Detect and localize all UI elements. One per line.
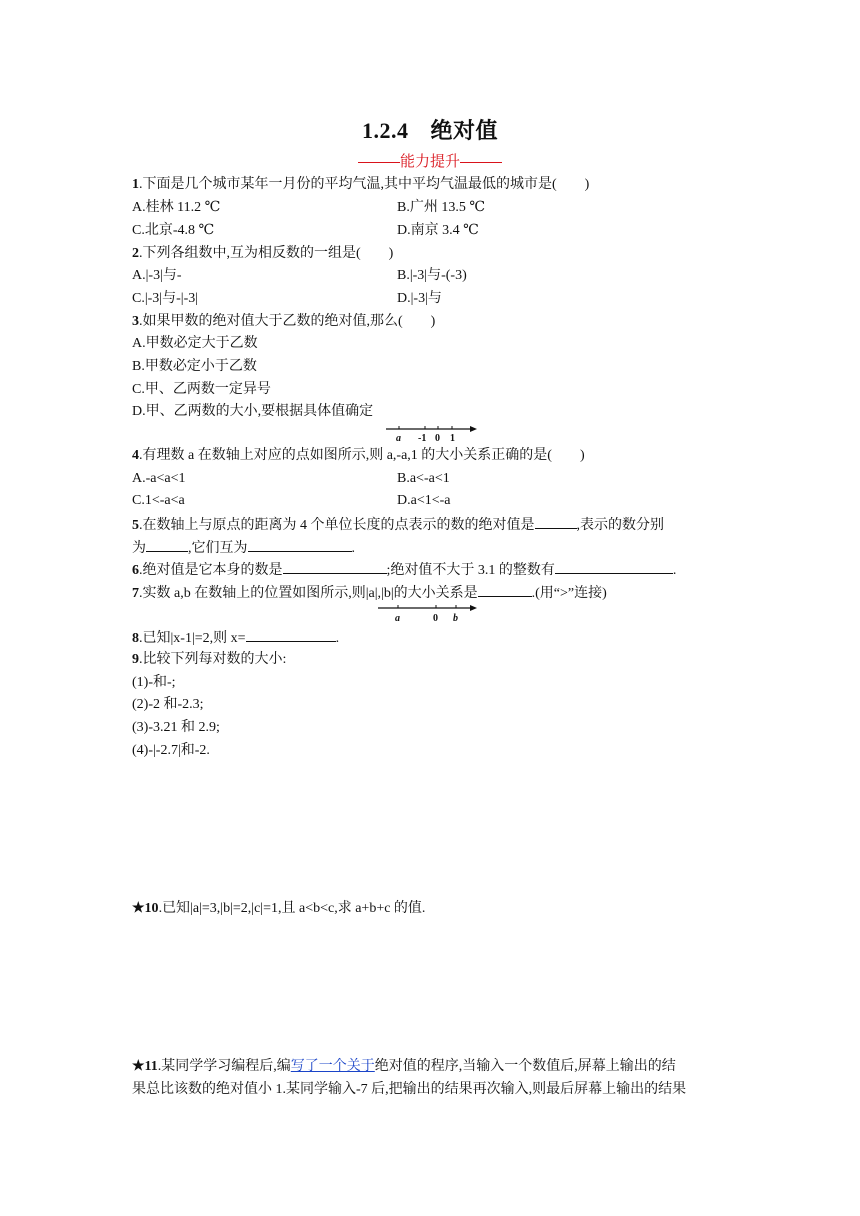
option-d: D.a<1<-a xyxy=(397,493,451,508)
tick-label-a: a xyxy=(396,433,401,444)
question-9-stem xyxy=(132,650,286,670)
number-line-1 xyxy=(384,424,480,444)
question-text: 为 xyxy=(132,541,146,556)
tick-label-0: 0 xyxy=(435,433,440,444)
option-c: C.北京-4.8 ℃ xyxy=(132,223,215,238)
inline-link[interactable]: 写了一个关于 xyxy=(290,1059,375,1074)
question-text: . xyxy=(351,541,355,556)
answer-blank[interactable] xyxy=(246,627,336,642)
axis-arrow xyxy=(470,605,477,611)
question-9-part-2: (2)-2 和-2.3; xyxy=(132,697,204,712)
question-text: .已知|x-1|=2,则 x= xyxy=(139,631,246,646)
option-c: C.甲、乙两数一定异号 xyxy=(132,382,271,397)
question-number: 5 xyxy=(132,518,139,533)
option-a: A.-a<a<1 xyxy=(132,471,186,486)
question-number: ★11 xyxy=(132,1059,158,1074)
question-number: 6 xyxy=(132,563,139,578)
section-number: 1.2.4 xyxy=(361,118,409,143)
question-2-options-row1 xyxy=(132,266,467,286)
section-heading-text: 能力提升 xyxy=(399,154,460,170)
question-8 xyxy=(132,627,339,649)
question-number: 8 xyxy=(132,631,139,646)
question-5-line-1 xyxy=(132,514,664,536)
question-text: . xyxy=(672,563,677,578)
question-1-options-row1 xyxy=(132,198,485,218)
question-text: .实数 a,b 在数轴上的位置如图所示,则|a|,|b|的大小关系是 xyxy=(139,586,478,601)
question-4-stem xyxy=(132,446,585,466)
answer-blank[interactable] xyxy=(555,559,673,574)
option-c: C.1<-a<a xyxy=(132,493,185,508)
question-text: .比较下列每对数的大小: xyxy=(139,652,287,667)
tick-label-1: 1 xyxy=(450,433,455,444)
question-text: .已知|a|=3,|b|=2,|c|=1,且 a<b<c,求 a+b+c 的值. xyxy=(158,901,426,916)
heading-rule-left xyxy=(358,162,400,163)
question-9-part-3: (3)-3.21 和 2.9; xyxy=(132,720,220,735)
question-number: 9 xyxy=(132,652,139,667)
question-1-stem xyxy=(132,175,589,195)
question-text: ,表示的数分别 xyxy=(576,518,664,533)
option-d: D.甲、乙两数的大小,要根据具体值确定 xyxy=(132,404,374,419)
question-2-stem xyxy=(132,244,393,264)
question-3-stem xyxy=(132,312,435,332)
question-9-part-1: (1)-和-; xyxy=(132,675,176,690)
option-b: B.甲数必定小于乙数 xyxy=(132,359,257,374)
question-text: 绝对值的程序,当输入一个数值后,屏幕上输出的结 xyxy=(374,1059,676,1074)
answer-blank[interactable] xyxy=(283,559,387,574)
question-number: 1 xyxy=(132,177,139,192)
question-text: .某同学学习编程后,编 xyxy=(157,1059,291,1074)
question-number: 4 xyxy=(132,448,139,463)
option-b: B.a<-a<1 xyxy=(397,471,450,486)
tick-label-0: 0 xyxy=(433,613,438,624)
question-text: .有理数 a 在数轴上对应的点如图所示,则 a,-a,1 的大小关系正确的是( ) xyxy=(139,448,585,463)
number-line-figure-2 xyxy=(376,603,480,630)
question-number: 3 xyxy=(132,314,139,329)
question-9-part-4: (4)-|-2.7|和-2. xyxy=(132,743,210,758)
answer-blank[interactable] xyxy=(535,514,577,529)
question-text: . xyxy=(335,631,340,646)
option-d: D.南京 3.4 ℃ xyxy=(397,223,479,238)
question-text: ;绝对值不大于 3.1 的整数有 xyxy=(386,563,555,578)
question-number: 2 xyxy=(132,246,139,261)
question-4-options-row1 xyxy=(132,469,450,489)
option-a: A.桂林 11.2 ℃ xyxy=(132,200,221,215)
question-4-options-row2 xyxy=(132,491,451,511)
question-text: .(用“>”连接) xyxy=(531,586,607,601)
option-a: A.|-3|与- xyxy=(132,268,182,283)
question-text: .如果甲数的绝对值大于乙数的绝对值,那么( ) xyxy=(139,314,436,329)
option-b: B.|-3|与-(-3) xyxy=(397,268,467,283)
question-5-line-2 xyxy=(132,537,355,559)
question-number: ★10 xyxy=(132,901,159,916)
question-11-line-1 xyxy=(132,1057,676,1077)
option-a: A.甲数必定大于乙数 xyxy=(132,336,258,351)
question-11-line-2: 果总比该数的绝对值小 1.某同学输入-7 后,把输出的结果再次输入,则最后屏幕上输出的结果 xyxy=(132,1082,687,1097)
question-text: .在数轴上与原点的距离为 4 个单位长度的点表示的数的绝对值是 xyxy=(139,518,535,533)
question-text: .下列各组数中,互为相反数的一组是( ) xyxy=(139,246,394,261)
heading-rule-right xyxy=(460,162,502,163)
answer-blank[interactable] xyxy=(248,537,352,552)
number-line-2 xyxy=(376,603,480,625)
option-b: B.广州 13.5 ℃ xyxy=(397,200,485,215)
option-d: D.|-3|与 xyxy=(397,291,442,306)
axis-arrow xyxy=(470,426,477,432)
answer-blank[interactable] xyxy=(146,537,188,552)
answer-blank[interactable] xyxy=(478,582,532,597)
question-2-options-row2 xyxy=(132,289,442,309)
tick-label-b: b xyxy=(453,613,458,624)
question-text: ,它们互为 xyxy=(188,541,248,556)
question-text: .绝对值是它本身的数是 xyxy=(139,563,283,578)
tick-label-minus-1: -1 xyxy=(418,433,427,444)
option-c: C.|-3|与-|-3| xyxy=(132,291,199,306)
section-heading xyxy=(0,150,860,171)
question-1-options-row2 xyxy=(132,221,479,241)
question-10 xyxy=(132,899,425,919)
page-title xyxy=(0,114,860,145)
question-text: .下面是几个城市某年一月份的平均气温,其中平均气温最低的城市是( ) xyxy=(139,177,590,192)
section-title: 绝对值 xyxy=(430,118,498,143)
tick-label-a: a xyxy=(395,613,400,624)
question-7 xyxy=(132,582,607,604)
question-number: 7 xyxy=(132,586,139,601)
question-6 xyxy=(132,559,676,581)
